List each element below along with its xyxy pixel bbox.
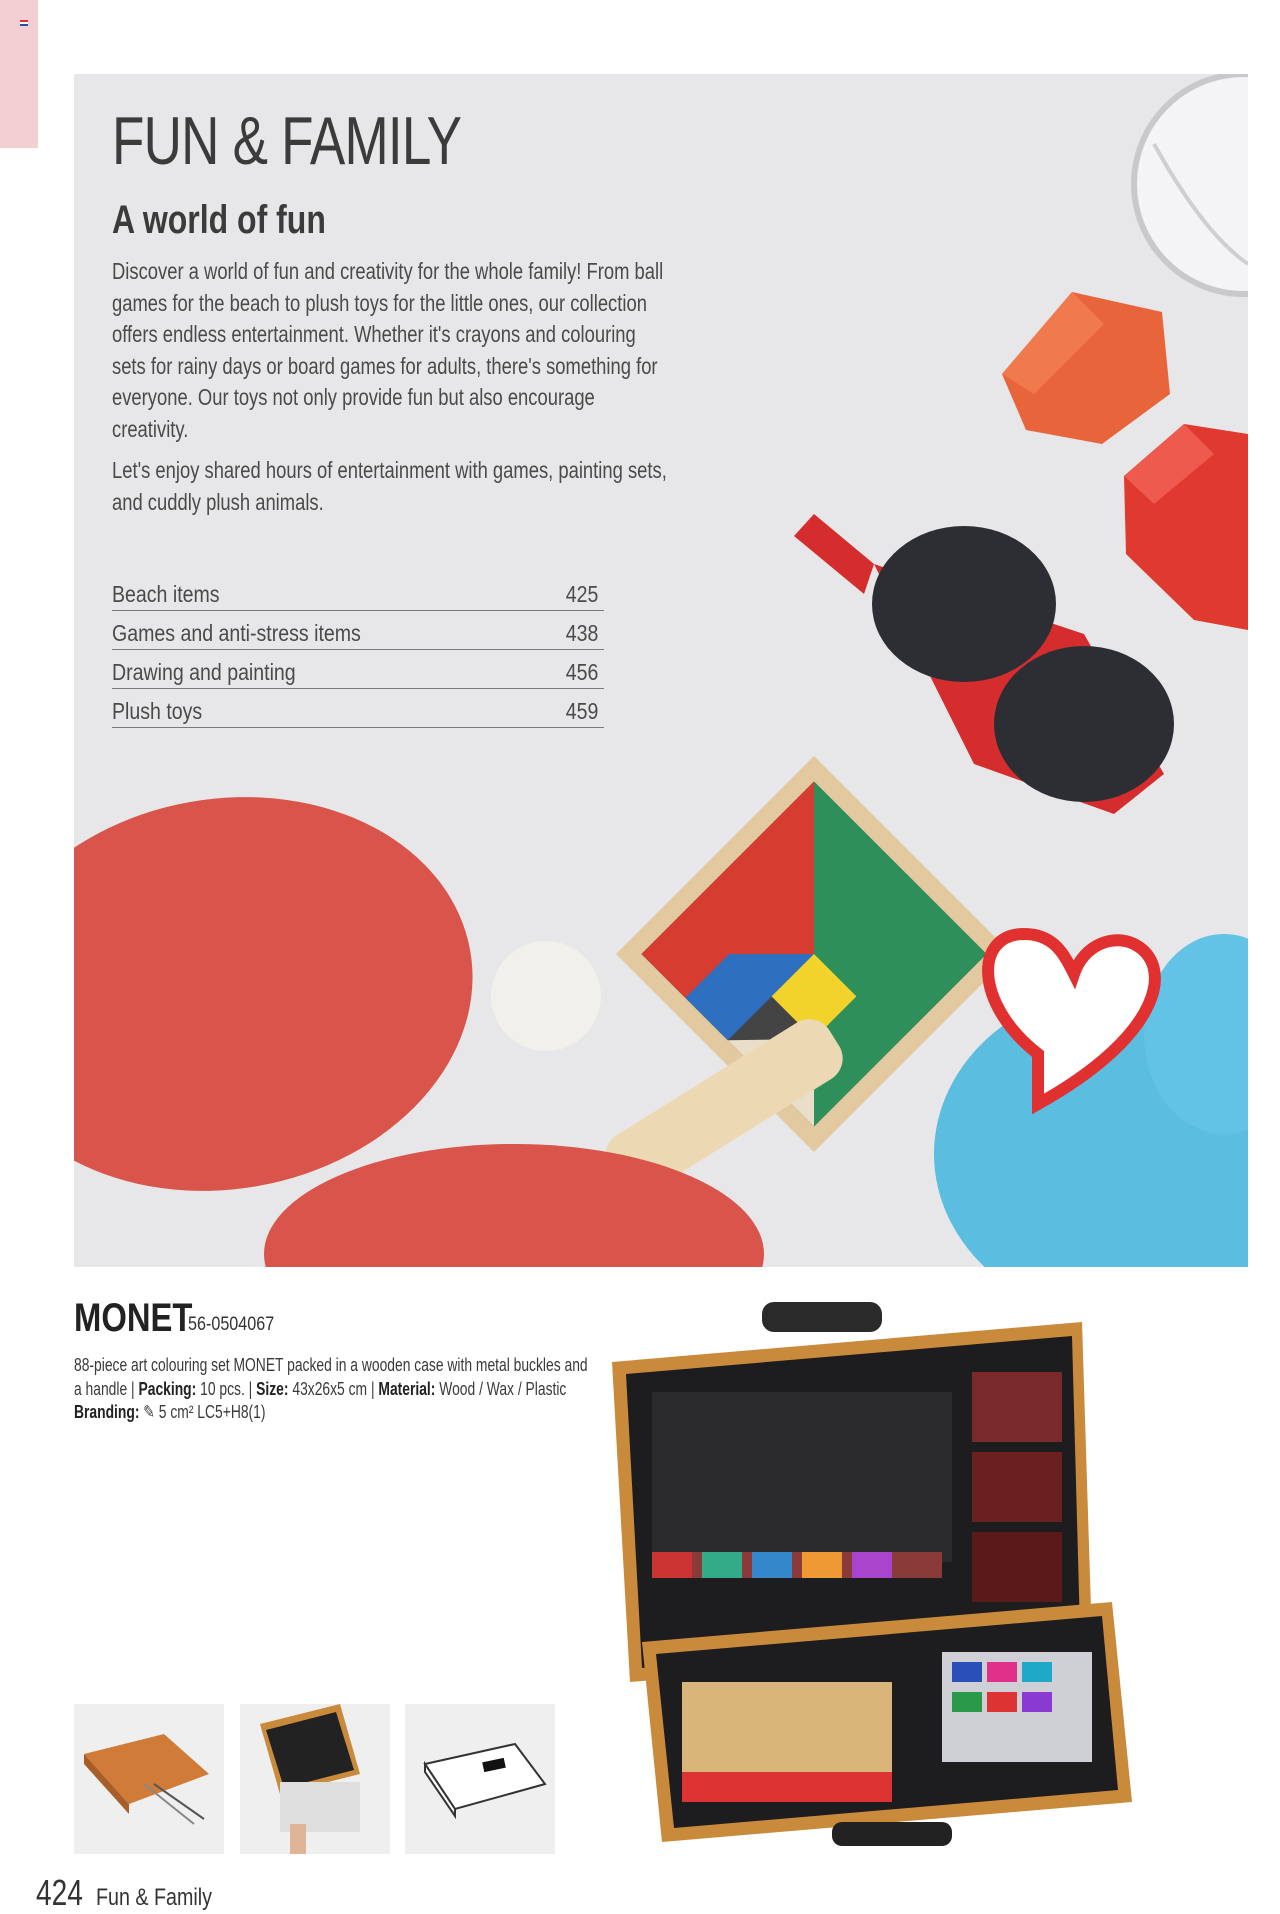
size-value: 43x26x5 cm — [292, 1378, 368, 1399]
branding-value: 5 cm² LC5+H8(1) — [158, 1402, 266, 1422]
toc-page: 425 — [565, 581, 598, 607]
crayons-top — [972, 1372, 1062, 1602]
toc-item-games[interactable] — [112, 613, 604, 650]
section-title: FUN & FAMILY — [112, 103, 462, 179]
flag-icon — [20, 20, 28, 26]
branding-print-icon: ✎ — [143, 1402, 155, 1422]
packing-label: Packing: — [138, 1378, 197, 1399]
intro-paragraph: Let's enjoy shared hours of entertainment with games, painting sets, and cuddly plush animals. — [112, 457, 667, 515]
ping-pong-ball-image — [491, 941, 601, 1051]
thumbnail-closed-case[interactable] — [74, 1704, 224, 1854]
branding-label: Branding: — [74, 1402, 140, 1422]
beach-ball-image — [1134, 74, 1248, 294]
toc-label: Plush toys — [112, 698, 203, 724]
hero-banner — [74, 74, 1248, 1267]
open-case-image — [240, 1704, 390, 1854]
product-description: 88-piece art colouring set MONET packed in a wooden case with metal buckles and a handle | Packing: 10 pcs. | Size: 43x26x5 cm | Material: Wood / Wax / Plastic Branding: ✎ 5 cm² LC5+H8(1) — [74, 1355, 588, 1422]
orange-stress-toy-image — [1002, 292, 1170, 444]
section-subtitle: A world of fun — [112, 198, 326, 242]
toc-item-plush[interactable] — [112, 691, 604, 728]
art-set-case-image — [612, 1302, 1252, 1862]
paint-palette — [942, 1652, 1092, 1762]
toc-page: 456 — [565, 659, 598, 685]
toc-item-drawing[interactable] — [112, 652, 604, 689]
material-label: Material: — [378, 1378, 436, 1399]
page-number: 424 — [36, 1872, 83, 1913]
thumbnail-branding-area[interactable] — [405, 1704, 555, 1854]
description-text: 88-piece art colouring set MONET packed in a wooden case with metal buckles and a handle — [74, 1355, 588, 1399]
toc-page: 438 — [565, 620, 598, 646]
intro-paragraph: Discover a world of fun and creativity for the whole family! From ball games for the beach to plush toys for the little ones, our collection offers endless entertainment. Whether it's crayons and colouring sets for rainy days or board games for adults, there's something for everyone. Our toys not only provide fun but also encourage creativity. — [112, 258, 664, 442]
material-value: Wood / Wax / Plastic — [439, 1378, 567, 1399]
colored-pencils-bottom — [682, 1682, 892, 1802]
red-stress-toy-image — [1124, 424, 1248, 630]
section-intro — [112, 256, 672, 528]
closed-case-image — [74, 1704, 224, 1854]
product-name: MONET — [74, 1296, 193, 1340]
toc-label: Games and anti-stress items — [112, 620, 361, 646]
toc-page: 459 — [565, 698, 598, 724]
colored-pencils-top — [652, 1392, 952, 1578]
branding-area-image — [405, 1704, 555, 1854]
product-code: 56-0504067 — [188, 1314, 275, 1335]
footer-section-name: Fun & Family — [96, 1884, 212, 1911]
sunglasses-image — [794, 514, 1174, 814]
packing-value: 10 pcs. — [200, 1378, 245, 1399]
toc-label: Drawing and painting — [112, 659, 296, 685]
side-tab — [0, 0, 38, 148]
toc-label: Beach items — [112, 581, 220, 607]
thumbnail-open-case[interactable] — [240, 1704, 390, 1854]
table-of-contents — [112, 574, 604, 730]
size-label: Size: — [256, 1378, 289, 1399]
toc-item-beach[interactable] — [112, 574, 604, 611]
